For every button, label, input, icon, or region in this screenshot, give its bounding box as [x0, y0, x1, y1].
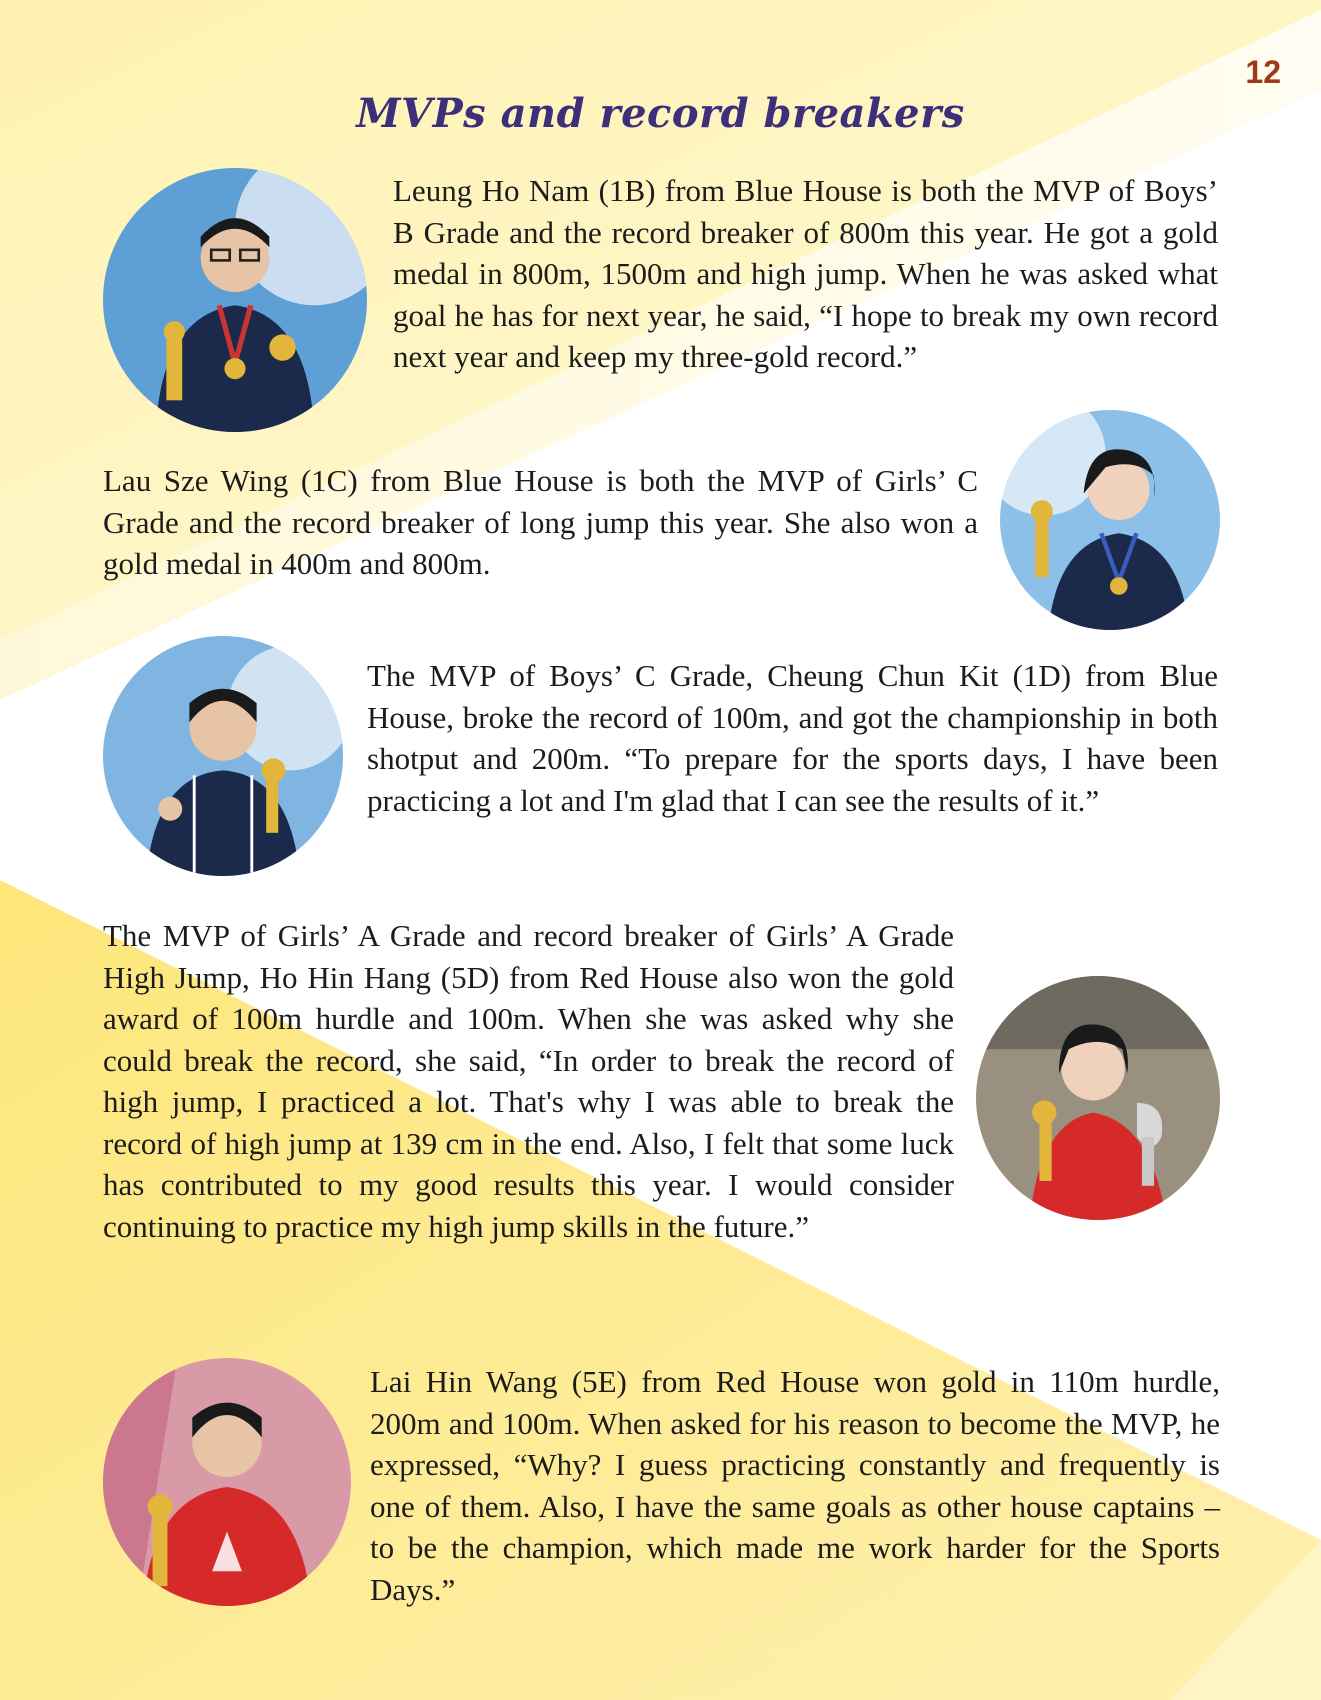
page-number: 12	[1245, 54, 1281, 90]
article-ho-hin-hang: The MVP of Girls’ A Grade and record breaker of Girls’ A Grade High Jump, Ho Hin Hang (5D) from Red House also won the gold award of 100m hurdle and 100m. When she was asked why she could break the record, she said, “In order to break the record of high jump, I practiced a lot. That's why I was able to break the record of high jump at 139 cm in the end. Also, I felt that some luck has contributed to my good results this year. I would consider continuing to practice my high jump skills in the future.”	[103, 918, 954, 1244]
student-portrait-icon	[976, 976, 1220, 1220]
student-portrait-icon	[1000, 410, 1220, 630]
article-lau-sze-wing: Lau Sze Wing (1C) from Blue House is both the MVP of Girls’ C Grade and the record breaker of long jump this year. She also won a gold medal in 400m and 800m.	[103, 463, 978, 581]
photo-cheung-chun-kit	[103, 636, 343, 876]
article-leung-ho-nam: Leung Ho Nam (1B) from Blue House is both the MVP of Boys’ B Grade and the record breaker of 800m this year. He got a gold medal in 800m, 1500m and high jump. When he was asked what goal he has for next year, he said, “I hope to break my own record next year and keep my three-gold record.”	[393, 173, 1218, 374]
student-portrait-icon	[103, 636, 343, 876]
page-title: MVPs and record breakers	[356, 90, 965, 137]
photo-lau-sze-wing	[1000, 410, 1220, 630]
article-lai-hin-wang: Lai Hin Wang (5E) from Red House won gold in 110m hurdle, 200m and 100m. When asked for his reason to become the MVP, he expressed, “Why? I guess practicing constantly and frequently is one of them. Also, I have the same goals as other house captains – to be the champion, which made me work harder for the Sports Days.”	[370, 1364, 1220, 1607]
student-portrait-icon	[103, 168, 367, 432]
article-cheung-chun-kit: The MVP of Boys’ C Grade, Cheung Chun Kit (1D) from Blue House, broke the record of 100m, and got the championship in both shotput and 200m. “To prepare for the sports days, I have been practicing a lot and I'm glad that I can see the results of it.”	[367, 658, 1218, 818]
photo-lai-hin-wang	[103, 1358, 351, 1606]
photo-leung-ho-nam	[103, 168, 367, 432]
photo-ho-hin-hang	[976, 976, 1220, 1220]
student-portrait-icon	[103, 1358, 351, 1606]
